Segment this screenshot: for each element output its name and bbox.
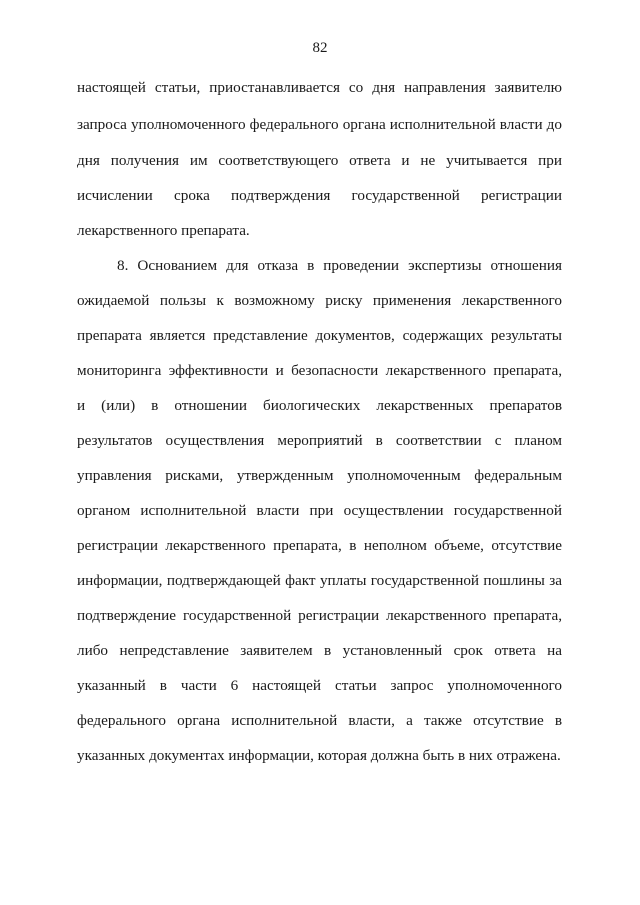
text-line: мониторинга эффективности и безопасности лекарственного препарата, [77,362,562,379]
paragraph-start-line: 8. Основанием для отказа в проведении экспертизы отношения [117,257,562,274]
text-line: ожидаемой пользы к возможному риску применения лекарственного [77,292,562,309]
text-line: настоящей статьи, приостанавливается со дня направления заявителю [77,79,562,96]
text-line: указанный в части 6 настоящей статьи запрос уполномоченного [77,677,562,694]
text-line: органом исполнительной власти при осуществлении государственной [77,502,562,519]
text-line: запроса уполномоченного федерального органа исполнительной власти до [77,116,562,133]
text-line: препарата является представление документов, содержащих результаты [77,327,562,344]
page-number: 82 [312,40,328,56]
text-line: либо непредставление заявителем в установленный срок ответа на [77,642,562,659]
text-line: результатов осуществления мероприятий в соответствии с планом [77,432,562,449]
text-line: лекарственного препарата. [77,222,250,239]
text-line: управления рисками, утвержденным уполномоченным федеральным [77,467,562,484]
text-line: информации, подтверждающей факт уплаты государственной пошлины за [77,572,562,589]
text-line: дня получения им соответствующего ответа и не учитывается при [77,152,562,169]
text-line: и (или) в отношении биологических лекарственных препаратов [77,397,562,414]
text-line: указанных документах информации, которая должна быть в них отражена. [77,747,561,764]
text-line: исчислении срока подтверждения государственной регистрации [77,187,562,204]
text-line: подтверждение государственной регистрации лекарственного препарата, [77,607,562,624]
text-line: федерального органа исполнительной власти, а также отсутствие в [77,712,562,729]
text-line: регистрации лекарственного препарата, в неполном объеме, отсутствие [77,537,562,554]
